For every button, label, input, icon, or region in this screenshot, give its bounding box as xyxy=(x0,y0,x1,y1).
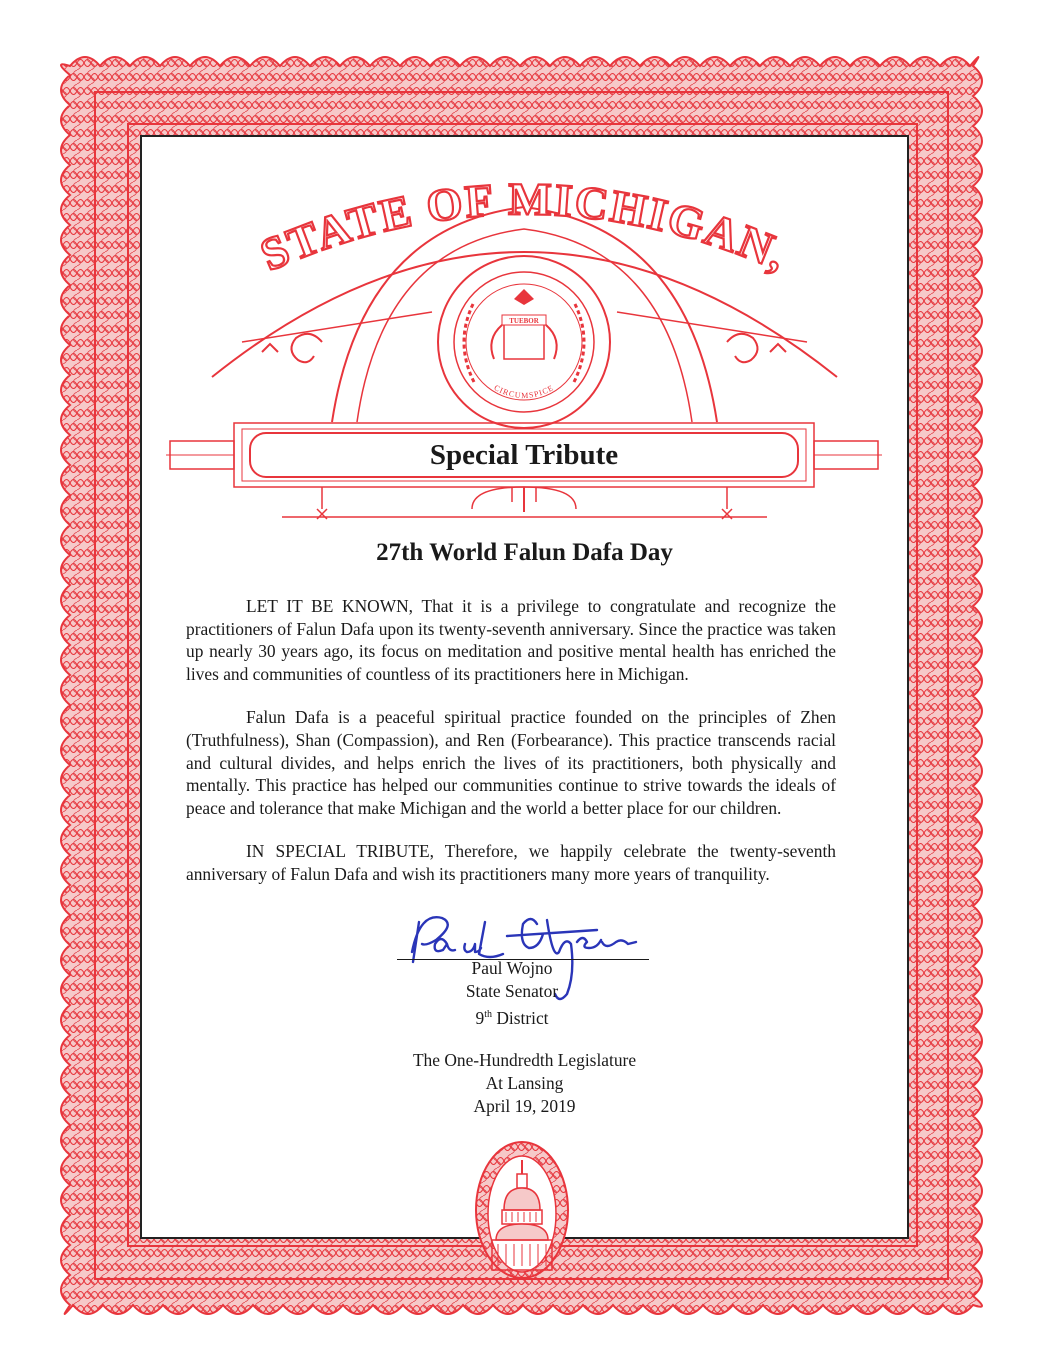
signer-district: 9th District xyxy=(475,1007,549,1028)
state-header-graphic xyxy=(142,137,907,537)
seal-banner-text: TUEBOR xyxy=(509,317,539,325)
svg-text:CIRCUMSPICE xyxy=(493,383,556,400)
body-paragraph: Falun Dafa is a peaceful spiritual practice founded on the principles of Zhen (Truthfulness), Shan (Compassion), and Ren (Forbearance). This practice transcends racial and cultural divides, and helps enrich the lives of its practitioners, both physically and mentally. This practice has helped our communities continue to strive towards the ideals of peace and tolerance that make Michigan and the world a better place for our children. xyxy=(186,707,836,818)
right-scroll-ornament xyxy=(727,334,758,362)
signer-name: Paul Wojno xyxy=(471,958,553,978)
signer-title: State Senator xyxy=(465,981,559,1001)
document-date: April 19, 2019 xyxy=(473,1096,576,1116)
signer-block xyxy=(362,957,662,1030)
seal-motto-text: CIRCUMSPICE xyxy=(492,383,556,401)
michigan-seal-icon xyxy=(438,256,610,428)
body-paragraph: LET IT BE KNOWN, That it is a privilege to congratulate and recognize the practitioners of Falun Dafa upon its twenty-seventh anniversary. Since the practice was taken up nearly 30 years ago, its focus on meditation and positive mental health has enriched the lives and communities of countless of its practitioners here in Michigan. xyxy=(186,596,836,684)
left-scroll-ornament xyxy=(291,334,322,362)
tribute-body xyxy=(186,595,836,907)
legislature-block xyxy=(142,1049,907,1118)
certificate-panel xyxy=(140,135,909,1239)
legislature-name: The One-Hundredth Legislature xyxy=(412,1050,637,1070)
document-title: 27th World Falun Dafa Day xyxy=(376,539,673,566)
legislature-location: At Lansing xyxy=(485,1073,564,1093)
special-tribute-label: Special Tribute xyxy=(429,438,619,471)
state-of-michigan-title: STATE OF MICHIGAN, xyxy=(253,173,797,281)
capitol-dome-icon xyxy=(462,1140,582,1280)
body-paragraph: IN SPECIAL TRIBUTE, Therefore, we happily celebrate the twenty-seventh anniversary of Falun Dafa and wish its practitioners many more years of tranquility. xyxy=(186,841,836,884)
